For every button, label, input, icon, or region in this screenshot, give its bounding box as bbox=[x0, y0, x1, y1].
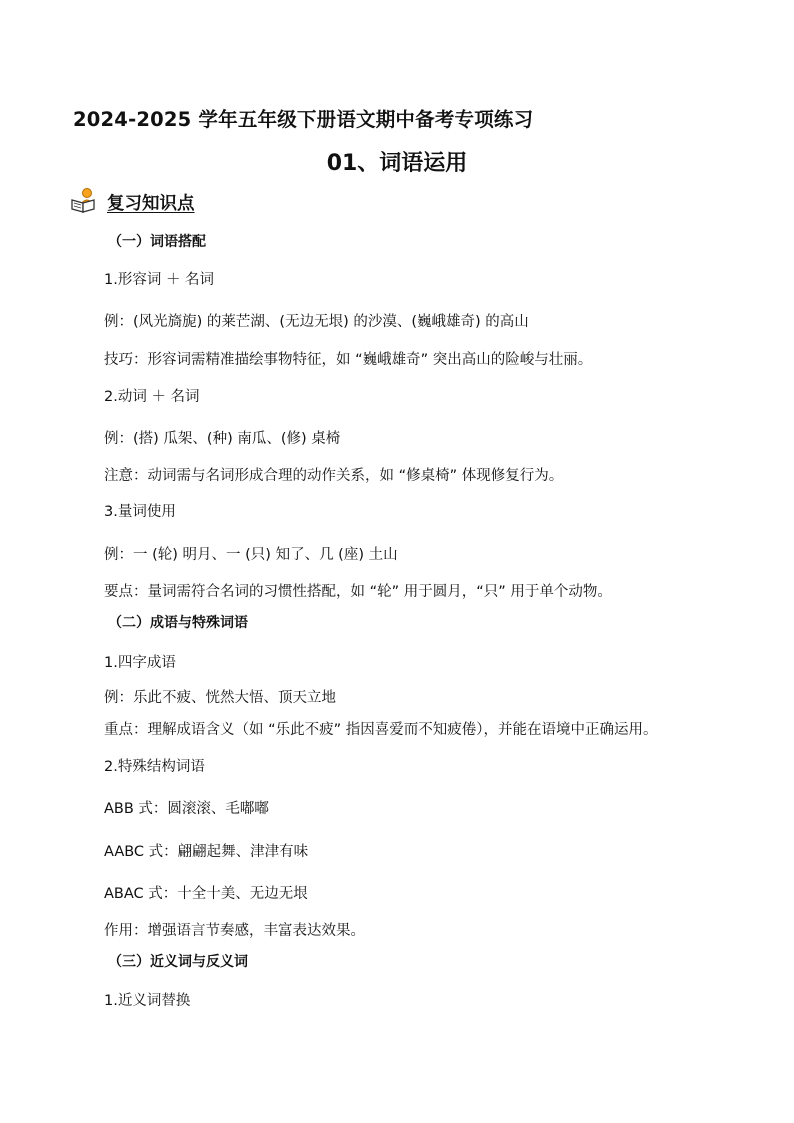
section-title: 01、词语运用 bbox=[326, 151, 468, 176]
text-line: 注意：动词需与名词形成合理的动作关系，如 “修桌椅” 体现修复行为。 bbox=[104, 468, 564, 484]
text-line: 例：(搭) 瓜架、(种) 南瓜、(修) 桌椅 bbox=[104, 431, 341, 447]
text-line: 1.近义词替换 bbox=[104, 993, 191, 1009]
text-line: 例：一 (轮) 明月、一 (只) 知了、几 (座) 土山 bbox=[104, 547, 398, 563]
text-line: 重点：理解成语含义（如 “乐此不疲” 指因喜爱而不知疲倦），并能在语境中正确运用。 bbox=[104, 722, 658, 738]
text-line: 例：乐此不疲、恍然大悟、顶天立地 bbox=[104, 690, 336, 706]
text-line: 1.四字成语 bbox=[104, 655, 176, 671]
text-line: 技巧：形容词需精准描绘事物特征，如 “巍峨雄奇” 突出高山的险峻与壮丽。 bbox=[104, 352, 593, 368]
reading-book-icon bbox=[70, 186, 98, 214]
text-line: 1.形容词 ＋ 名词 bbox=[104, 272, 215, 288]
text-line: ABAC 式：十全十美、无边无垠 bbox=[104, 886, 308, 902]
text-line: 作用：增强语言节奏感，丰富表达效果。 bbox=[104, 923, 365, 939]
text-line: 2.特殊结构词语 bbox=[104, 759, 205, 775]
text-line: 2.动词 ＋ 名词 bbox=[104, 389, 200, 405]
text-line: 要点：量词需符合名词的习惯性搭配，如 “轮” 用于圆月，“只” 用于单个动物。 bbox=[104, 584, 612, 600]
document-title: 2024-2025 学年五年级下册语文期中备考专项练习 bbox=[73, 108, 534, 131]
text-line: AABC 式：翩翩起舞、津津有味 bbox=[104, 844, 309, 860]
text-line: 3.量词使用 bbox=[104, 504, 176, 520]
review-heading: 复习知识点 bbox=[107, 194, 195, 214]
section-heading: （二）成语与特殊词语 bbox=[108, 615, 248, 631]
section-heading: （三）近义词与反义词 bbox=[108, 954, 248, 970]
section-heading: （一）词语搭配 bbox=[108, 234, 206, 250]
text-line: ABB 式：圆滚滚、毛嘟嘟 bbox=[104, 801, 269, 817]
text-line: 例：(风光旖旎) 的莱芒湖、(无边无垠) 的沙漠、(巍峨雄奇) 的高山 bbox=[104, 314, 529, 330]
